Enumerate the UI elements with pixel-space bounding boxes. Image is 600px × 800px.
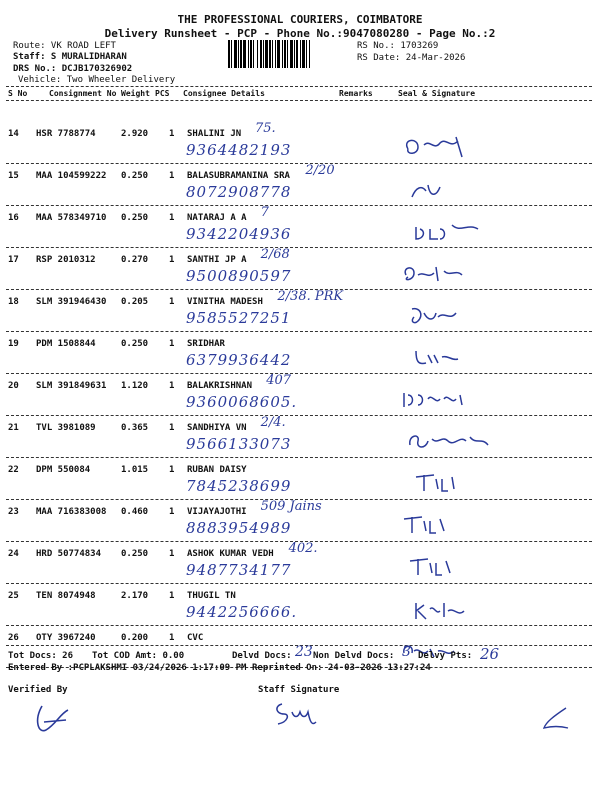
consignee-name: SHALINI JN (187, 129, 242, 139)
handwritten-phone: 9442256666. (186, 603, 298, 621)
consignment-number: OTY 3967240 (36, 633, 96, 643)
table-row (0, 165, 600, 207)
consignee-name: NATARAJ A A (187, 213, 247, 223)
barcode-bar (287, 40, 288, 68)
pieces-count: 1 (169, 339, 175, 349)
serial-number: 26 (8, 633, 19, 643)
col-remarks: Remarks (339, 89, 373, 98)
pieces-count: 1 (169, 171, 175, 181)
barcode-bar (260, 40, 262, 68)
handwritten-phone: 9360068605. (186, 393, 298, 411)
consignment-number: PDM 1508844 (36, 339, 96, 349)
barcode-bar (302, 40, 305, 68)
consignee-name: BALASUBRAMANINA SRA (187, 171, 290, 181)
consignee-name: VIJAYAJOTHI (187, 507, 247, 517)
entered-by: Entered By :PCPLAKSHMI 03/24/2026 1:17:09 PM (8, 663, 247, 673)
col-weight: Weight (121, 89, 150, 98)
table-row (0, 585, 600, 627)
barcode (228, 40, 354, 68)
row-separator (6, 625, 592, 626)
col-seal-signature: Seal & Signature (398, 89, 476, 98)
delivery-points-handwritten: 26 (480, 645, 500, 663)
verifier-signature (30, 700, 80, 740)
rs-number: RS No.: 1703269 (357, 41, 439, 51)
consignee-name: THUGIL TN (187, 591, 236, 601)
consignee-name: CVC (187, 633, 204, 643)
row-separator (6, 205, 592, 206)
barcode-bar (275, 40, 276, 68)
pieces-count: 1 (169, 129, 175, 139)
weight-value: 2.920 (121, 129, 149, 139)
handwritten-address: 75. (255, 121, 276, 136)
weight-value: 2.170 (121, 591, 149, 601)
table-row (0, 543, 600, 585)
barcode-bar (248, 40, 249, 68)
handwritten-phone: 9500890597 (186, 267, 292, 285)
recipient-signature (412, 471, 512, 501)
consignee-name: SANTHI JP A (187, 255, 247, 265)
pieces-count: 1 (169, 591, 175, 601)
col-pcs: PCS (155, 89, 170, 98)
third-signature (540, 704, 572, 734)
serial-number: 15 (8, 171, 19, 181)
weight-value: 0.250 (121, 213, 149, 223)
barcode-bar (231, 40, 232, 68)
serial-number: 18 (8, 297, 19, 307)
table-row (0, 291, 600, 333)
serial-number: 22 (8, 465, 19, 475)
recipient-signature (406, 177, 506, 207)
table-row (0, 249, 600, 291)
serial-number: 21 (8, 423, 19, 433)
total-cod-amount: Tot COD Amt: 0.00 (92, 651, 185, 661)
barcode-bar (253, 40, 254, 68)
handwritten-phone: 9487734177 (186, 561, 292, 579)
serial-number: 23 (8, 507, 19, 517)
barcode-bar (240, 40, 242, 68)
serial-number: 14 (8, 129, 19, 139)
recipient-signature (406, 303, 506, 333)
table-row (0, 501, 600, 543)
pieces-count: 1 (169, 213, 175, 223)
handwritten-phone: 9342204936 (186, 225, 292, 243)
barcode-bar (309, 40, 310, 68)
col-consignment: Consignment No (49, 89, 117, 98)
handwritten-address: 509 Jains (260, 499, 322, 514)
pieces-count: 1 (169, 381, 175, 391)
non-delivered-docs-label: Non Delvd Docs: (313, 651, 395, 661)
handwritten-address: 402. (288, 541, 318, 556)
delivered-docs-handwritten: 23 (295, 644, 313, 660)
table-row (0, 123, 600, 165)
barcode-bar (300, 40, 301, 68)
barcode-bar (265, 40, 268, 68)
header-rule-top (6, 86, 592, 87)
weight-value: 1.015 (121, 465, 149, 475)
handwritten-phone: 7845238699 (186, 477, 292, 495)
table-row (0, 417, 600, 459)
recipient-signature (400, 513, 500, 543)
consignment-number: TEN 8074948 (36, 591, 96, 601)
handwritten-phone: 9566133073 (186, 435, 292, 453)
barcode-bar (257, 40, 258, 68)
recipient-signature (412, 597, 512, 627)
staff-label: Staff: S MURALIDHARAN (13, 52, 127, 62)
pieces-count: 1 (169, 297, 175, 307)
recipient-signature (400, 261, 500, 291)
barcode-bar (263, 40, 264, 68)
handwritten-phone: 9364482193 (186, 141, 292, 159)
serial-number: 17 (8, 255, 19, 265)
table-row (0, 333, 600, 375)
reprinted-on: Reprinted On: 24-03-2026 13:27:24 (252, 663, 431, 673)
barcode-bar (250, 40, 252, 68)
consignment-number: MAA 578349710 (36, 213, 107, 223)
weight-value: 0.200 (121, 633, 149, 643)
barcode-bar (290, 40, 293, 68)
barcode-bar (306, 40, 307, 68)
weight-value: 0.250 (121, 171, 149, 181)
consignment-number: MAA 104599222 (36, 171, 107, 181)
staff-signature (268, 696, 328, 732)
consignee-name: RUBAN DAISY (187, 465, 247, 475)
vehicle-label: Vehicle: Two Wheeler Delivery (18, 75, 176, 85)
recipient-signature (412, 219, 512, 249)
row-separator (6, 457, 592, 458)
handwritten-phone: 9585527251 (186, 309, 292, 327)
consignee-name: VINITHA MADESH (187, 297, 263, 307)
col-consignee: Consignee Details (183, 89, 265, 98)
row-separator (6, 163, 592, 164)
barcode-bar (234, 40, 237, 68)
barcode-bar (269, 40, 271, 68)
consignment-number: MAA 716383008 (36, 507, 107, 517)
consignee-name: BALAKRISHNAN (187, 381, 253, 391)
serial-number: 20 (8, 381, 19, 391)
row-separator (6, 373, 592, 374)
row-separator (6, 415, 592, 416)
pieces-count: 1 (169, 549, 175, 559)
handwritten-phone: 8883954989 (186, 519, 292, 537)
delivery-points-label: Delvy Pts: (418, 651, 473, 661)
handwritten-address: 407 (266, 373, 292, 388)
non-delivered-docs-handwritten: 3 (402, 644, 411, 660)
handwritten-address: 7 (260, 205, 269, 220)
pieces-count: 1 (169, 465, 175, 475)
consignment-number: HSR 7788774 (36, 129, 96, 139)
route-label: Route: VK ROAD LEFT (13, 41, 116, 51)
recipient-signature (400, 135, 500, 165)
barcode-bar (243, 40, 246, 68)
serial-number: 19 (8, 339, 19, 349)
col-sno: S No (8, 89, 28, 98)
barcode-bar (294, 40, 295, 68)
weight-value: 0.250 (121, 549, 149, 559)
weight-value: 0.205 (121, 297, 149, 307)
weight-value: 1.120 (121, 381, 149, 391)
pieces-count: 1 (169, 633, 175, 643)
consignment-number: HRD 50774834 (36, 549, 102, 559)
row-separator (6, 247, 592, 248)
recipient-signature (400, 387, 500, 417)
barcode-bar (282, 40, 283, 68)
weight-value: 0.365 (121, 423, 149, 433)
serial-number: 25 (8, 591, 19, 601)
drs-number: DRS No.: DCJB170326902 (13, 64, 133, 74)
row-separator (6, 331, 592, 332)
row-separator (6, 583, 592, 584)
recipient-signature (406, 555, 506, 585)
runsheet-subtitle: Delivery Runsheet - PCP - Phone No.:9047080280 - Page No.:2 (104, 27, 496, 40)
consignment-number: SLM 391849631 (36, 381, 107, 391)
barcode-bar (272, 40, 273, 68)
consignee-name: SRIDHAR (187, 339, 225, 349)
staff-signature-label: Staff Signature (258, 685, 340, 695)
consignee-name: ASHOK KUMAR VEDH (187, 549, 274, 559)
weight-value: 0.270 (121, 255, 149, 265)
handwritten-address: 2/4. (260, 415, 286, 430)
handwritten-phone: 8072908778 (186, 183, 292, 201)
barcode-bar (228, 40, 230, 68)
table-row (0, 207, 600, 249)
handwritten-phone: 6379936442 (186, 351, 292, 369)
serial-number: 16 (8, 213, 19, 223)
header-rule-bottom (6, 100, 592, 101)
total-docs: Tot Docs: 26 (8, 651, 74, 661)
rs-date: RS Date: 24-Mar-2026 (357, 53, 466, 63)
pieces-count: 1 (169, 423, 175, 433)
weight-value: 0.250 (121, 339, 149, 349)
pieces-count: 1 (169, 255, 175, 265)
weight-value: 0.460 (121, 507, 149, 517)
serial-number: 24 (8, 549, 19, 559)
barcode-bar (277, 40, 280, 68)
consignment-number: SLM 391946430 (36, 297, 107, 307)
recipient-signature (412, 345, 512, 375)
verified-by-label: Verified By (8, 685, 68, 695)
barcode-bar (296, 40, 298, 68)
barcode-bar (238, 40, 239, 68)
recipient-signature (406, 429, 506, 459)
handwritten-address: 2/20 (305, 163, 335, 178)
company-title: THE PROFESSIONAL COURIERS, COIMBATORE (177, 13, 423, 26)
consignment-number: TVL 3981089 (36, 423, 96, 433)
pieces-count: 1 (169, 507, 175, 517)
delivered-docs-label: Delvd Docs: (232, 651, 292, 661)
handwritten-address: 2/38. PRK (277, 289, 344, 304)
consignment-number: DPM 550084 (36, 465, 91, 475)
handwritten-address: 2/68 (260, 247, 290, 262)
table-row (0, 459, 600, 501)
consignee-name: SANDHIYA VN (187, 423, 247, 433)
barcode-bar (284, 40, 286, 68)
consignment-number: RSP 2010312 (36, 255, 96, 265)
table-row (0, 375, 600, 417)
